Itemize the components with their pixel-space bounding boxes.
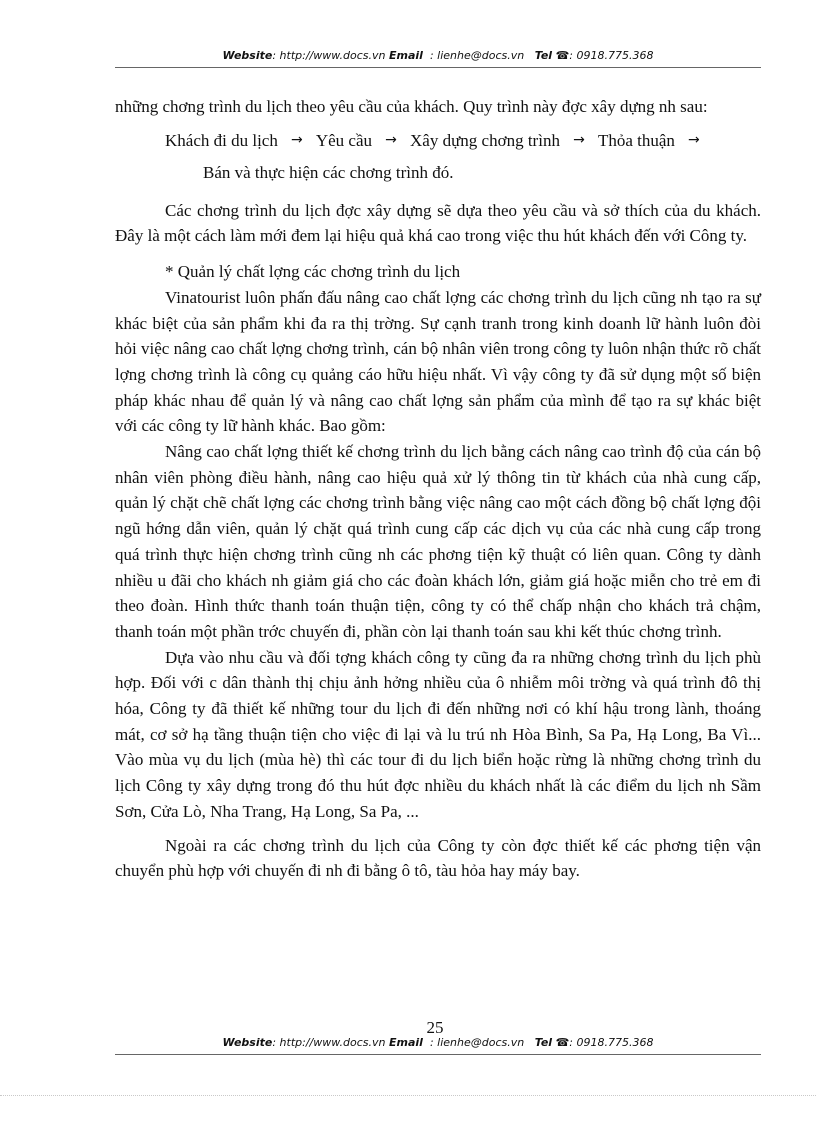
- footer-tel-value: : 0918.775.368: [569, 1036, 654, 1049]
- right-arrow-icon: →: [573, 131, 585, 148]
- right-arrow-icon: →: [290, 131, 303, 148]
- header-website-label: Website: [222, 49, 273, 62]
- right-arrow-icon: →: [688, 131, 700, 148]
- process-flow: [115, 124, 761, 158]
- paragraph-2: Các chơng trình du lịch đợc xây dựng sẽ dựa theo yêu cầu và sở thích của du khách. Đây là một cách làm mới đem lại hiệu quả khá cao trong việc thu hút khách đến với Công ty.: [115, 200, 761, 246]
- header-website-url[interactable]: : http://www.docs.vn: [272, 49, 386, 62]
- paragraph-4: Vinatourist luôn phấn đấu nâng cao chất lợng các chơng trình du lịch cũng nh tạo ra sự khác biệt của sản phẩm khi đa ra thị trờng. Sự cạnh tranh trong kinh doanh lữ hành luôn đòi hỏi việc nâng cao chất lợng chơng trình, cán bộ nhân viên trong công ty luôn nhận thức rõ chất lợng chơng trình là công cụ quảng cáo hữu hiệu nhất. Vì vậy công ty đã sử dụng một số biện pháp khác nhau để quản lý và nâng cao chất lợng sản phẩm của mình để tạo ra sự khác biệt với các công ty lữ hành khác. Bao gồm:: [115, 287, 761, 436]
- header-rule: [115, 67, 761, 68]
- flow-step-3: Xây dựng chơng trình: [410, 130, 560, 150]
- footer-email-value[interactable]: : lienhe@docs.vn: [429, 1036, 525, 1049]
- page-number: 25: [426, 1018, 444, 1037]
- paragraph-7: Ngoài ra các chơng trình du lịch của Công ty còn đợc thiết kế các phơng tiện vận chuyển phù hợp với chuyến đi nh đi bằng ô tô, tàu hỏa hay máy bay.: [115, 835, 761, 881]
- paragraph-6: Dựa vào nhu cầu và đối tợng khách công ty cũng đa ra những chơng trình du lịch phù hợp. Đối với c dân thành thị chịu ảnh hởng nhiều của ô nhiễm môi trờng và quá trình đô thị hóa, Công ty đã thiết kế những tour du lịch đi đến những nơi có khí hậu trong lành, thoáng mát, cơ sở hạ tầng thuận tiện cho việc đi lại và lu trú nh Hòa Bình, Sa Pa, Hạ Long, Ba Vì... Vào mùa vụ du lịch (mùa hè) thì các tour đi du lịch biển hoặc rừng là những chơng trình du lịch Công ty xây dựng trong đó thu hút đợc nhiều du khách nhất là các điểm du lịch nh Sầm Sơn, Cửa Lò, Nha Trang, Hạ Long, Sa Pa, ...: [115, 647, 761, 821]
- flow-step-5: Bán và thực hiện các chơng trình đó.: [203, 162, 454, 182]
- footer-website-label: Website: [222, 1036, 273, 1049]
- header-email-value[interactable]: : lienhe@docs.vn: [429, 49, 525, 62]
- page-edge-divider: [0, 1095, 816, 1096]
- phone-icon: ☎: [555, 49, 570, 62]
- section-heading: * Quản lý chất lợng các chơng trình du lịch: [165, 262, 461, 282]
- page-footer: [115, 1036, 761, 1049]
- body-text: [115, 94, 761, 884]
- flow-step-2: Yêu cầu: [315, 130, 373, 150]
- header-tel-label: Tel: [534, 49, 553, 62]
- footer-rule: [115, 1054, 761, 1055]
- header-email-label: Email: [389, 49, 423, 62]
- flow-step-4: Thỏa thuận: [597, 130, 675, 150]
- footer-tel-label: Tel: [534, 1036, 553, 1049]
- header-tel-value: : 0918.775.368: [569, 49, 654, 62]
- paragraph-1: những chơng trình du lịch theo yêu cầu của khách. Quy trình này đợc xây dựng nh sau:: [115, 97, 708, 116]
- footer-website-url[interactable]: : http://www.docs.vn: [272, 1036, 386, 1049]
- phone-icon: ☎: [555, 1036, 570, 1049]
- paragraph-5: Nâng cao chất lợng thiết kế chơng trình du lịch bằng cách nâng cao trình độ của cán bộ nhân viên phòng điều hành, nâng cao hiệu quả xử lý thông tin từ khách của nhà cung cấp, quản lý chặt chẽ chất lợng các chơng trình bằng việc nâng cao một cách đồng bộ chất lợng đội ngũ hớng dẫn viên, quản lý chặt quá trình cung cấp các dịch vụ của các nhà cung cấp trong quá trình thực hiện chơng trình cũng nh các phơng tiện kỹ thuật có liên quan. Công ty dành nhiều u đãi cho khách nh giảm giá cho các đoàn khách lớn, giảm giá hoặc miễn cho trẻ em đi theo đoàn. Hình thức thanh toán thuận tiện, công ty có thể chấp nhận cho khách trả chậm, thanh toán một phần trớc chuyến đi, phần còn lại thanh toán sau khi kết thúc chơng trình.: [115, 442, 761, 641]
- footer-email-label: Email: [389, 1036, 423, 1049]
- page-header: [115, 49, 761, 62]
- flow-step-1: Khách đi du lịch: [165, 130, 278, 150]
- right-arrow-icon: →: [385, 131, 397, 148]
